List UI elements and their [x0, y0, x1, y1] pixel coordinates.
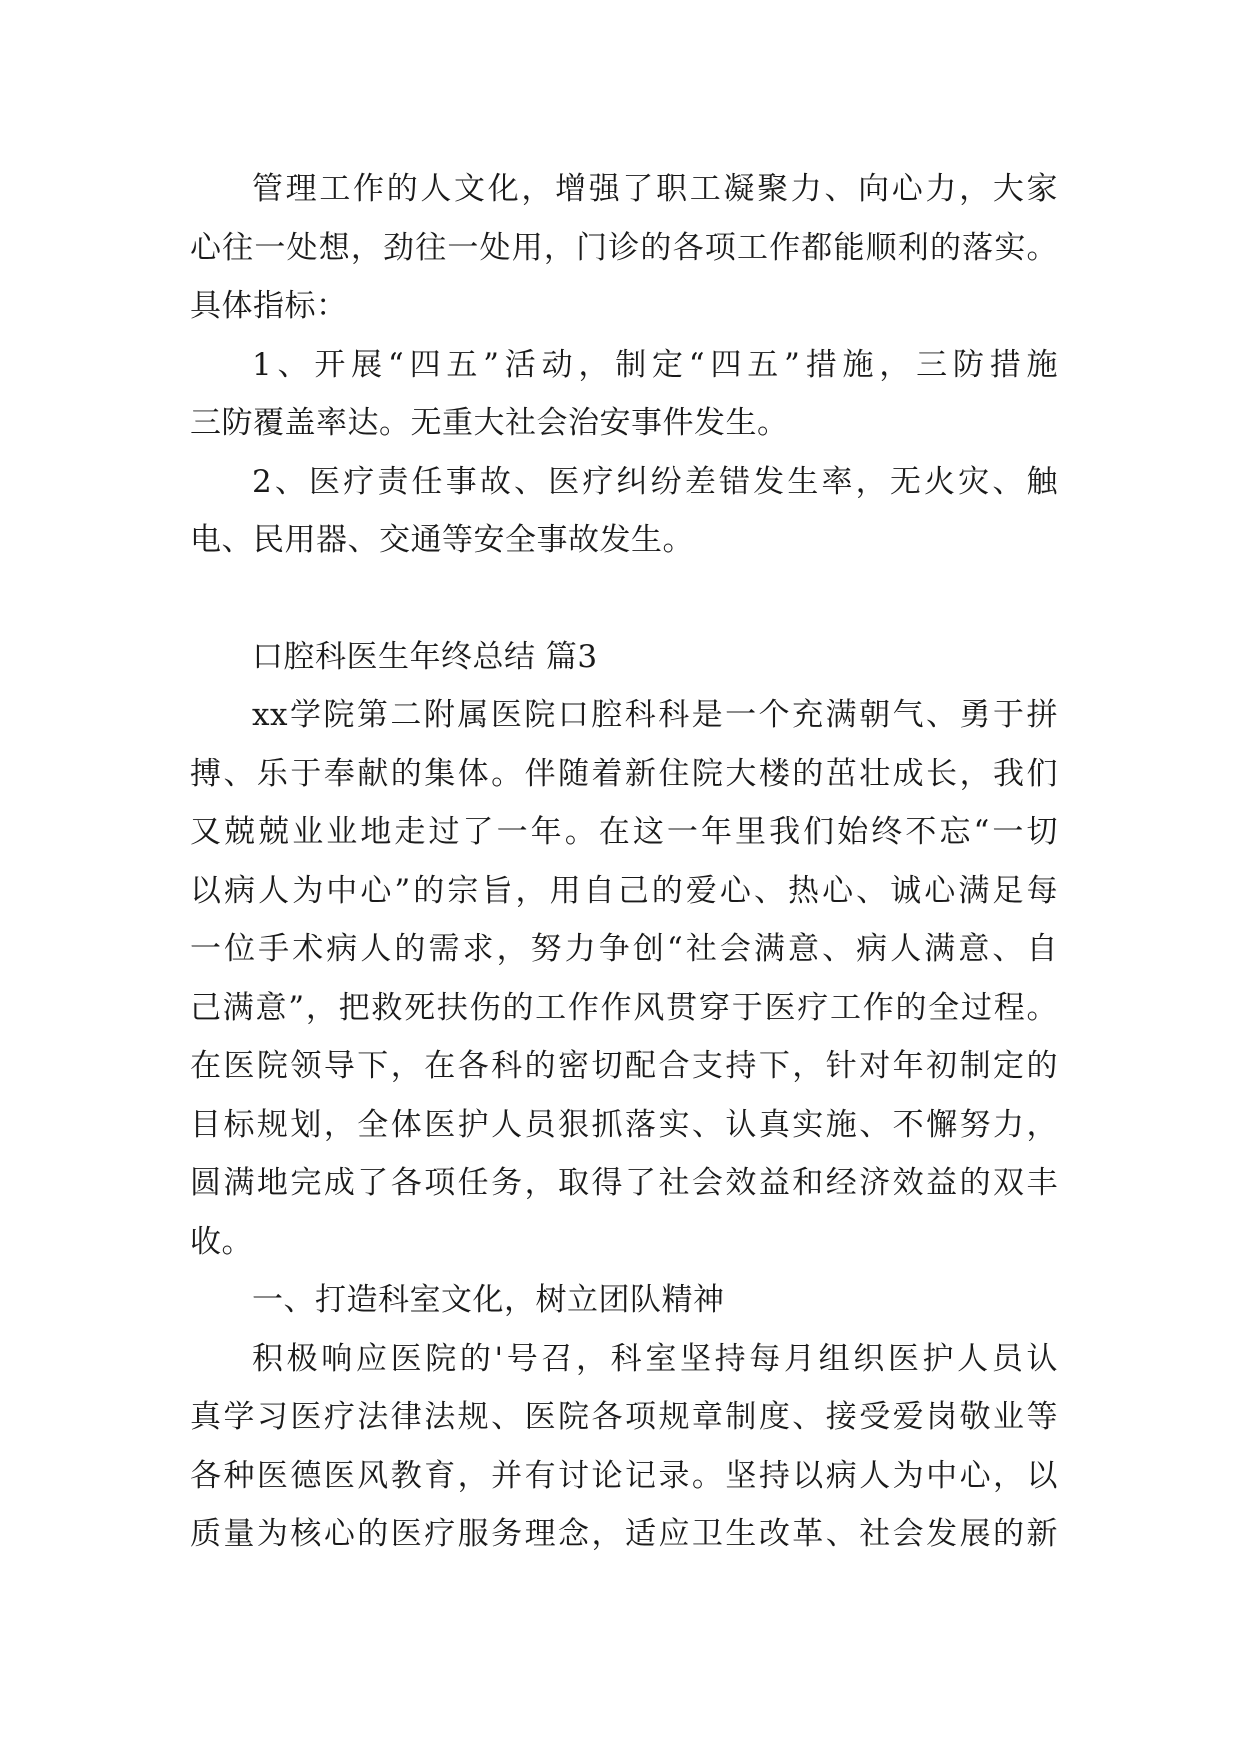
text-line: 一位手术病人的需求，努力争创“社会满意、病人满意、自	[190, 931, 1058, 967]
text-line: 己满意”，把救死扶伤的工作作风贯穿于医疗工作的全过程。	[190, 989, 1058, 1026]
text-line: 各种医德医风教育，并有讨论记录。坚持以病人为中心，以	[190, 1457, 1058, 1494]
text-line: 三防覆盖率达。无重大社会治安事件发生。	[190, 405, 789, 441]
text-line: 具体指标：	[190, 288, 348, 324]
text-line: 收。	[190, 1223, 253, 1260]
text-line: 质量为核心的医疗服务理念，适应卫生改革、社会发展的新	[190, 1516, 1058, 1552]
section-title: 口腔科医生年终总结 篇3	[252, 638, 598, 675]
paragraph-body	[190, 1330, 1058, 1564]
text-line: 在医院领导下，在各科的密切配合支持下，针对年初制定的	[190, 1048, 1058, 1084]
text-line: 圆满地完成了各项任务，取得了社会效益和经济效益的双丰	[190, 1165, 1058, 1201]
text-line: 搏、乐于奉献的集体。伴随着新住院大楼的茁壮成长，我们	[190, 755, 1058, 792]
text-line: 真学习医疗法律法规、医院各项规章制度、接受爱岗敬业等	[190, 1399, 1058, 1435]
section-spacer	[190, 570, 1058, 628]
text-line: 目标规划，全体医护人员狠抓落实、认真实施、不懈努力，	[190, 1106, 1058, 1143]
list-item-1	[190, 336, 1058, 453]
paragraph-intro	[190, 686, 1058, 1271]
text-line: 2、医疗责任事故、医疗纠纷差错发生率，无火灾、触	[252, 463, 1058, 500]
text-line: 以病人为中心”的宗旨，用自己的爱心、热心、诚心满足每	[190, 872, 1058, 909]
text-line: 心往一处想，劲往一处用，门诊的各项工作都能顺利的落实。	[190, 229, 1058, 266]
text-line: 管理工作的人文化，增强了职工凝聚力、向心力，大家	[252, 171, 1058, 207]
paragraph-management	[190, 160, 1058, 336]
text-line: 积极响应医院的'号召，科室坚持每月组织医护人员认	[252, 1340, 1058, 1377]
list-item-2	[190, 453, 1058, 570]
text-line: 电、民用器、交通等安全事故发生。	[190, 522, 694, 558]
subheading: 一、打造科室文化，树立团队精神	[252, 1282, 725, 1318]
text-line: xx学院第二附属医院口腔科科是一个充满朝气、勇于拼	[252, 697, 1058, 733]
document-body	[190, 160, 1058, 1564]
text-line: 1、开展“四五”活动，制定“四五”措施，三防措施	[252, 346, 1058, 383]
text-line: 又兢兢业业地走过了一年。在这一年里我们始终不忘“一切	[190, 814, 1058, 850]
